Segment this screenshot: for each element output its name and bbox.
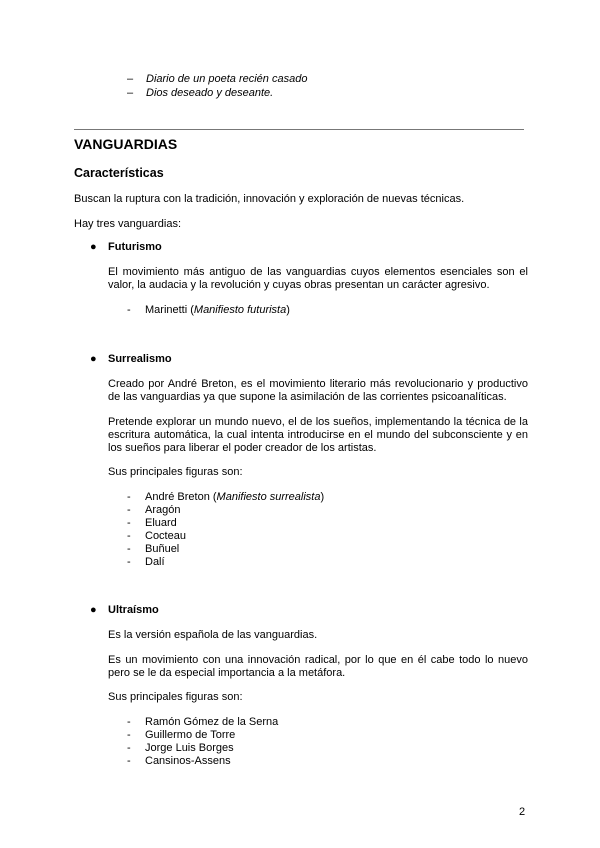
figure-name: Jorge Luis Borges bbox=[145, 742, 234, 754]
figure-name: Aragón bbox=[145, 504, 181, 516]
figure-work: Manifiesto surrealista bbox=[216, 491, 321, 503]
dash-marker: - bbox=[127, 517, 131, 529]
figure-name: Guillermo de Torre bbox=[145, 729, 236, 741]
dash-marker: - bbox=[127, 304, 131, 316]
surrealismo-paragraph-1: Creado por André Breton, es el movimiento literario más revolucionario y productivo de las vanguardias ya que supone la asimilación de las corrientes psicoanalíticas. bbox=[108, 378, 528, 403]
figure-name: Marinetti ( bbox=[145, 304, 194, 316]
figure-name: Ramón Gómez de la Serna bbox=[145, 716, 279, 728]
figure-name: Buñuel bbox=[145, 543, 180, 555]
top-list bbox=[127, 72, 307, 100]
ultraismo-paragraph-1: Es la versión española de las vanguardias. bbox=[108, 629, 318, 641]
section-heading: VANGUARDIAS bbox=[74, 136, 178, 152]
dash-marker: - bbox=[127, 729, 131, 741]
subsection-heading: Características bbox=[74, 166, 164, 180]
list-item bbox=[127, 530, 324, 543]
dash-marker: – bbox=[127, 87, 134, 99]
ultraismo-heading bbox=[90, 604, 159, 616]
ultraismo-title: Ultraísmo bbox=[108, 604, 159, 616]
list-item bbox=[127, 556, 324, 569]
ultraismo-paragraph-2: Es un movimiento con una innovación radical, por lo que en él cabe todo lo nuevo pero se le da especial importancia a la metáfora. bbox=[108, 654, 528, 679]
dash-marker: - bbox=[127, 742, 131, 754]
list-item bbox=[127, 755, 278, 768]
surrealismo-figures-intro: Sus principales figuras son: bbox=[108, 466, 243, 478]
list-item bbox=[127, 72, 307, 86]
section-divider bbox=[74, 129, 524, 130]
figure-name: Dalí bbox=[145, 556, 165, 568]
list-item bbox=[127, 742, 278, 755]
futurismo-figures bbox=[127, 304, 290, 317]
ultraismo-figures bbox=[127, 716, 278, 768]
figure-name: Cocteau bbox=[145, 530, 186, 542]
ultraismo-figures-intro: Sus principales figuras son: bbox=[108, 691, 243, 703]
intro-paragraph: Buscan la ruptura con la tradición, innovación y exploración de nuevas técnicas. bbox=[74, 193, 465, 205]
bullet-icon: ● bbox=[90, 353, 97, 365]
figure-work: Manifiesto futurista bbox=[193, 304, 287, 316]
bullet-icon: ● bbox=[90, 241, 97, 253]
dash-marker: - bbox=[127, 504, 131, 516]
dash-marker: - bbox=[127, 556, 131, 568]
dash-marker: - bbox=[127, 543, 131, 555]
surrealismo-paragraph-2: Pretende explorar un mundo nuevo, el de los sueños, implementando la técnica de la escritura automática, la cual intenta introducirse en el mundo del subconsciente y en los sueños para liberar el poder creador de los artistas. bbox=[108, 416, 528, 454]
bullet-icon: ● bbox=[90, 604, 97, 616]
list-item bbox=[127, 86, 307, 100]
list-item-text: Dios deseado y deseante. bbox=[146, 87, 274, 99]
surrealismo-heading bbox=[90, 353, 172, 365]
page-number: 2 bbox=[519, 806, 526, 818]
dash-marker: - bbox=[127, 530, 131, 542]
figure-close: ) bbox=[320, 491, 325, 503]
list-item bbox=[127, 543, 324, 556]
list-item bbox=[127, 517, 324, 530]
list-item bbox=[127, 304, 290, 317]
dash-marker: - bbox=[127, 716, 131, 728]
dash-marker: – bbox=[127, 73, 134, 85]
list-item-text: Diario de un poeta recién casado bbox=[146, 73, 308, 85]
surrealismo-title: Surrealismo bbox=[108, 353, 172, 365]
list-item bbox=[127, 716, 278, 729]
figure-name: André Breton ( bbox=[145, 491, 217, 503]
futurismo-title: Futurismo bbox=[108, 241, 162, 253]
list-item bbox=[127, 504, 324, 517]
list-item bbox=[127, 491, 324, 504]
figure-name: Eluard bbox=[145, 517, 177, 529]
futurismo-paragraph: El movimiento más antiguo de las vanguardias cuyos elementos esenciales son el valor, la audacia y la revolución y cuyas obras presentan un carácter agresivo. bbox=[108, 266, 528, 291]
figure-close: ) bbox=[286, 304, 290, 316]
dash-marker: - bbox=[127, 755, 131, 767]
count-line: Hay tres vanguardias: bbox=[74, 218, 181, 230]
surrealismo-figures bbox=[127, 491, 324, 569]
figure-name: Cansinos-Assens bbox=[145, 755, 231, 767]
futurismo-heading bbox=[90, 241, 162, 253]
list-item bbox=[127, 729, 278, 742]
dash-marker: - bbox=[127, 491, 131, 503]
